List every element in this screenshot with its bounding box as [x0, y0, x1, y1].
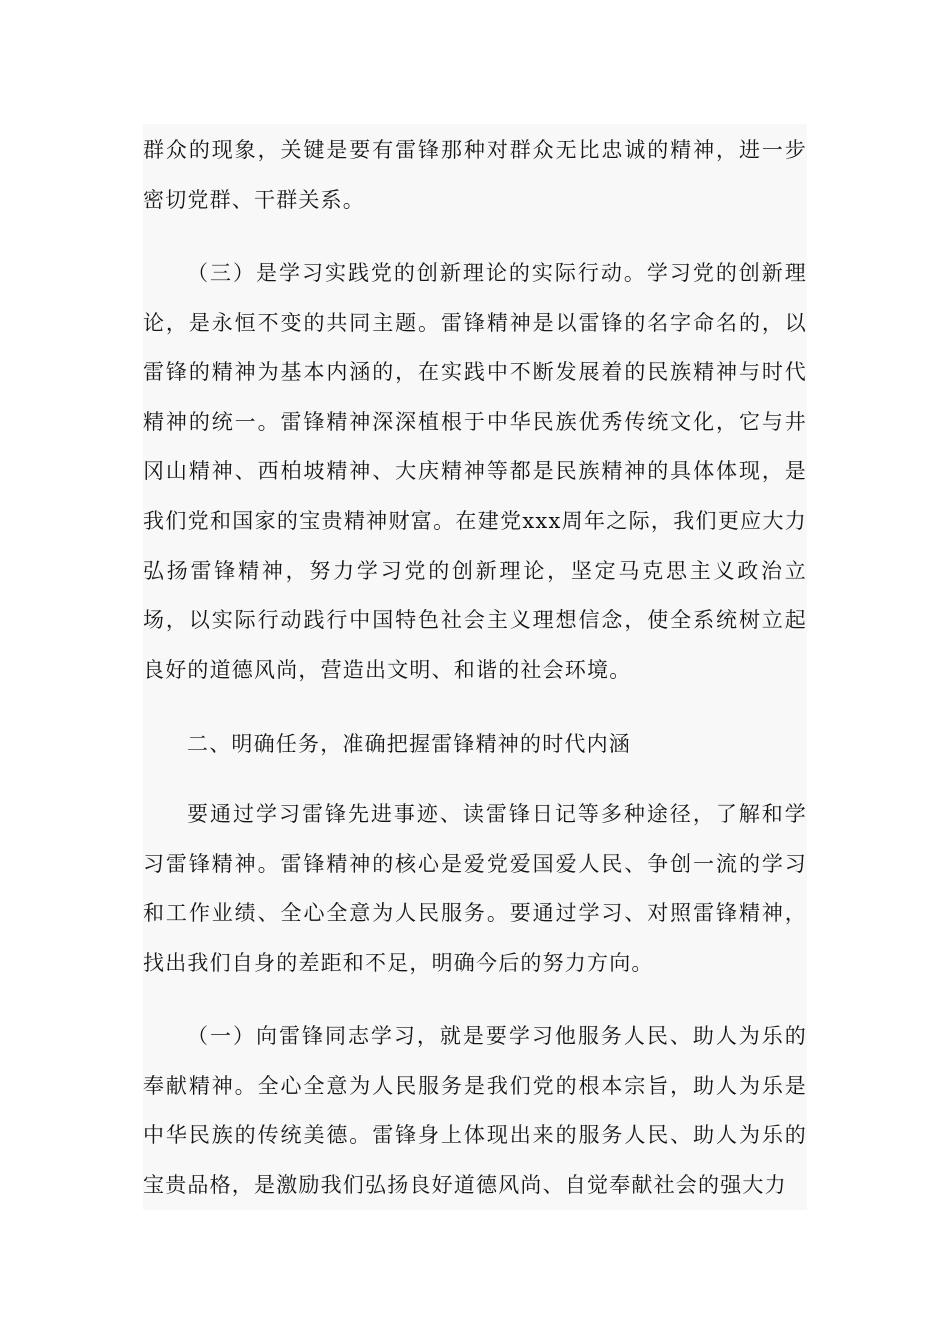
paragraph-continuation: 群众的现象，关键是要有雷锋那种对群众无比忠诚的精神，进一步密切党群、干群关系。 — [143, 138, 807, 212]
paragraph-subsection-one: （一）向雷锋同志学习，就是要学习他服务人民、助人为乐的奉献精神。全心全意为人民服务是我们党的根本宗旨，助人为乐是中华民族的传统美德。雷锋身上体现出来的服务人民、助人为乐的宝贵品格，是激励我们弘扬良好道德风尚、自觉奉献社会的强大力 — [143, 1024, 807, 1197]
section-heading-two: 二、明确任务，准确把握雷锋精神的时代内涵 — [187, 732, 631, 756]
paragraph-section-three: （三）是学习实践党的创新理论的实际行动。学习党的创新理论，是永恒不变的共同主题。雷锋精神是以雷锋的名字命名的，以雷锋的精神为基本内涵的，在实践中不断发展着的民族精神与时代精神的统一。雷锋精神深深植根于中华民族优秀传统文化，它与井冈山精神、西柏坡精神、大庆精神等都是民族精神的具体体现，是我们党和国家的宝贵精神财富。在建党xxx周年之际，我们更应大力弘扬雷锋精神，努力学习党的创新理论，坚定马克思主义政治立场，以实际行动践行中国特色社会主义理想信念，使全系统树立起良好的道德风尚，营造出文明、和谐的社会环境。 — [143, 261, 807, 682]
document-text-block — [143, 124, 807, 1210]
paragraph-learning-tasks: 要通过学习雷锋先进事迹、读雷锋日记等多种途径，了解和学习雷锋精神。雷锋精神的核心是爱党爱国爱人民、争创一流的学习和工作业绩、全心全意为人民服务。要通过学习、对照雷锋精神，找出我们自身的差距和不足，明确今后的努力方向。 — [143, 802, 807, 975]
